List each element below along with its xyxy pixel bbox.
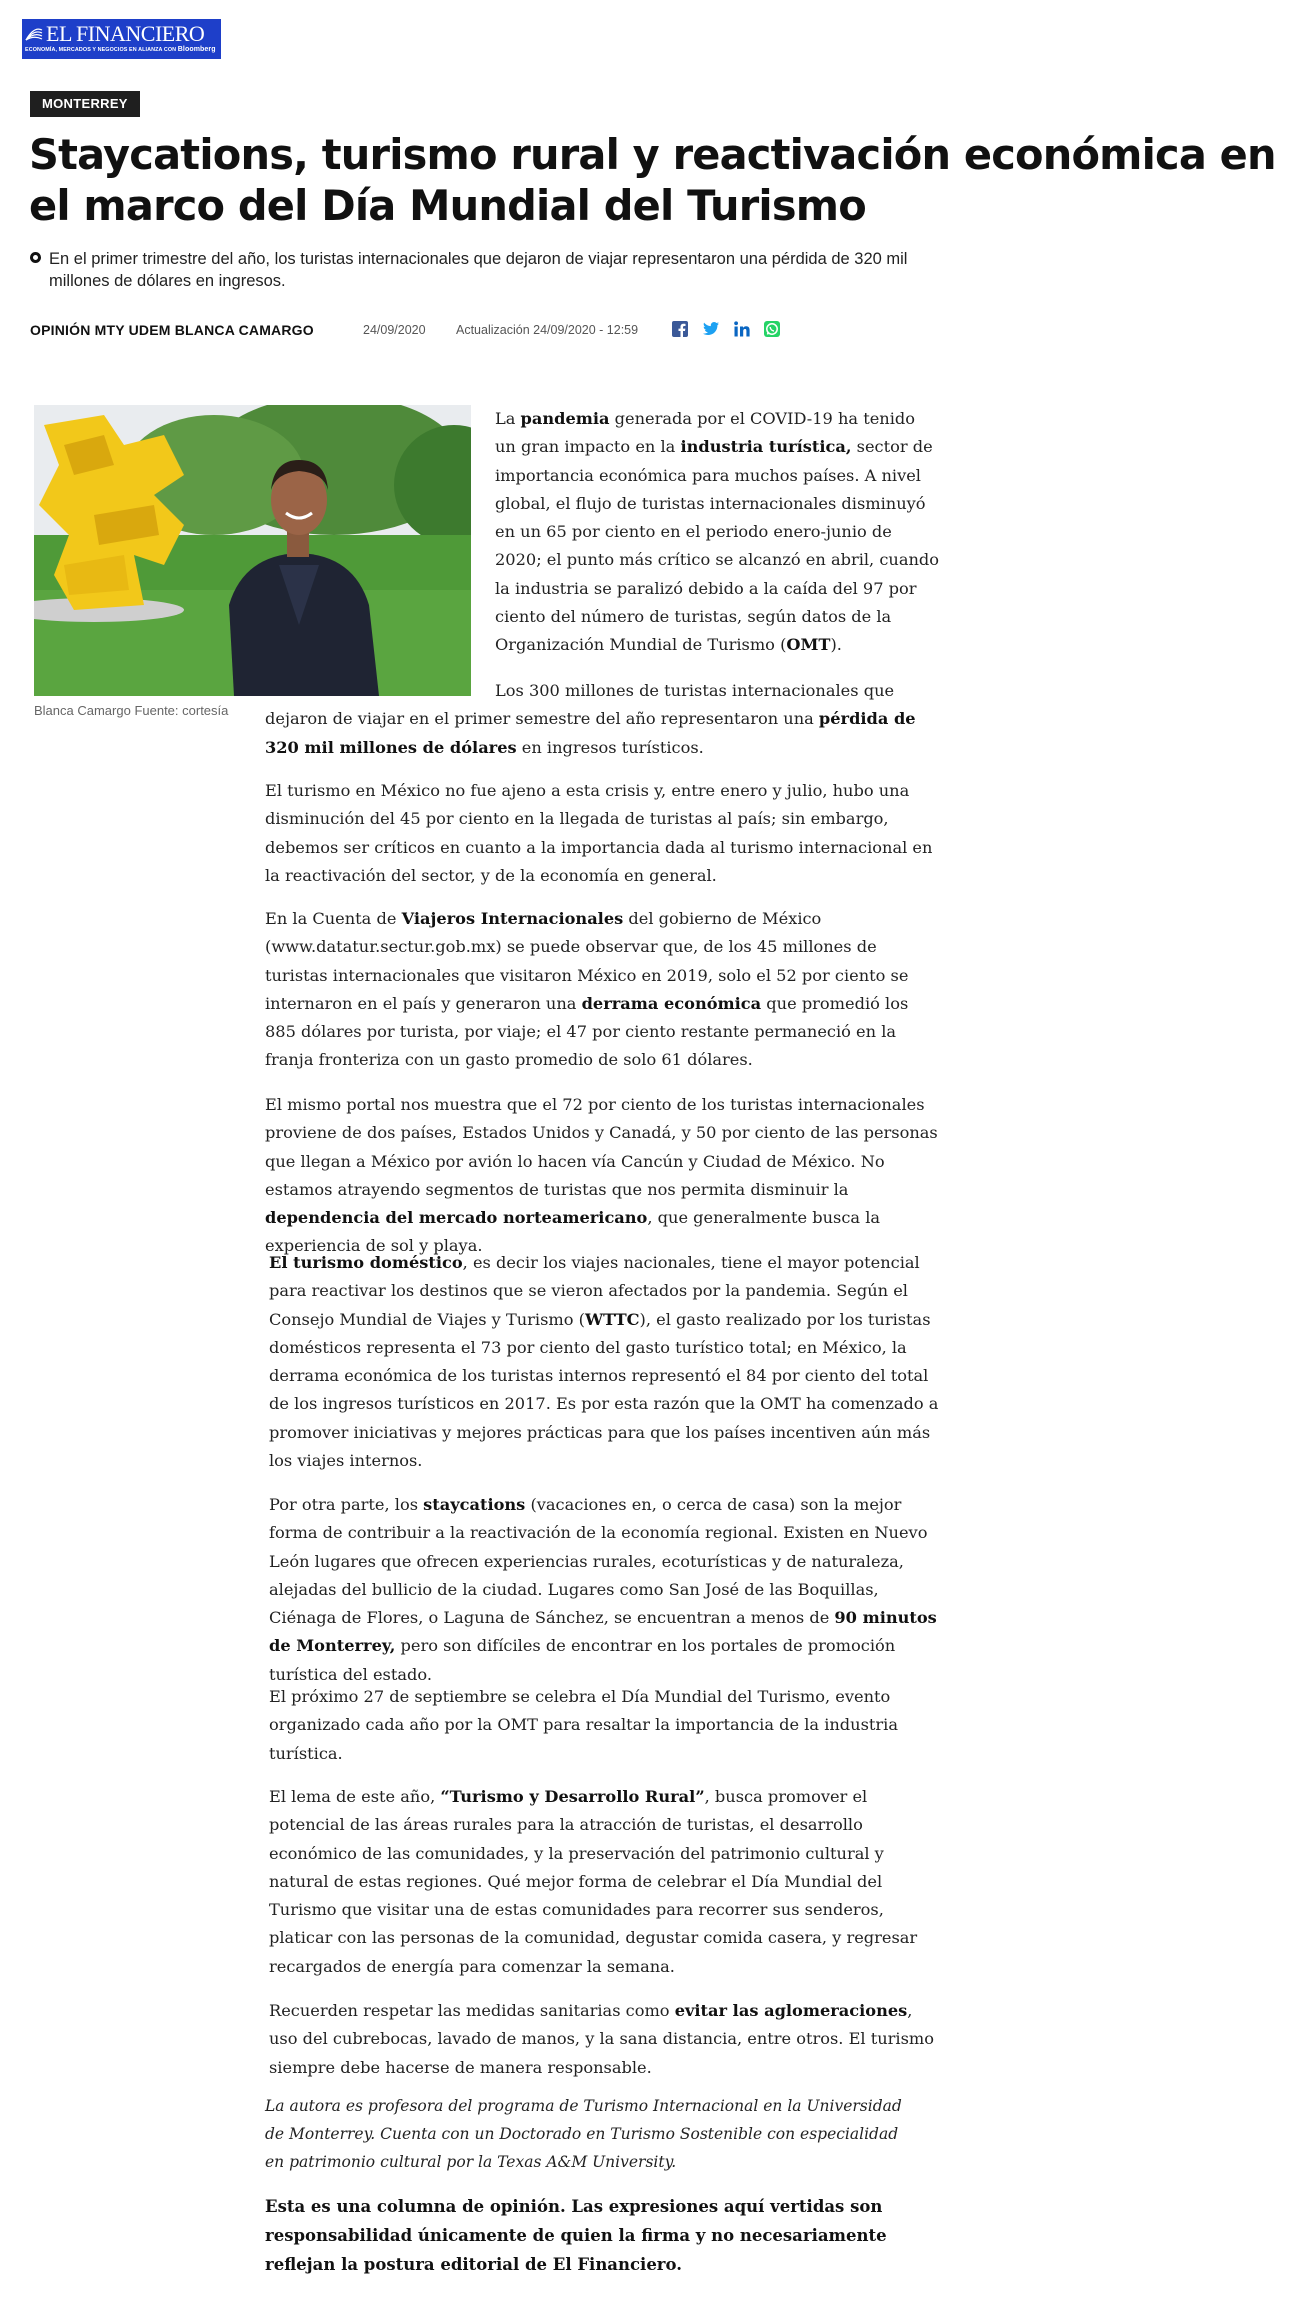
text-run: El turismo en México no fue ajeno a esta crisis y, entre enero y julio, hubo una disminución del 45 por ciento en la llegada de turistas al país; sin embargo, debemos ser críticos en cuanto a la importancia dada al turismo internacional en la reactivación del sector, y de la economía en general. bbox=[265, 781, 933, 885]
article-photo[interactable] bbox=[34, 405, 471, 696]
bold-phrase: evitar las aglomeraciones bbox=[674, 2001, 908, 2020]
text-run: Recuerden respetar las medidas sanitarias como bbox=[269, 2001, 675, 2020]
article-headline: Staycations, turismo rural y reactivación económica en el marco del Día Mundial del Turismo bbox=[29, 130, 1276, 230]
text-run: (vacaciones en, o cerca de casa) son la mejor forma de contribuir a la reactivación de la economía regional. Existen en Nuevo León lugares que ofrecen experiencias rurales, ecoturísticas y de naturaleza, alejadas del bullicio de la ciudad. Lugares como San José de las Boquillas, Ciénaga de Flores, o Laguna de Sánchez, se encuentran a menos de bbox=[269, 1495, 928, 1628]
whatsapp-icon[interactable] bbox=[763, 320, 781, 338]
paragraph-7 bbox=[269, 1491, 940, 1689]
bold-phrase: pandemia bbox=[520, 409, 610, 428]
paragraph-8 bbox=[269, 1683, 940, 1768]
text-run: que promedió los 885 dólares por turista, por viaje; el 47 por ciento restante permaneció en la franja fronteriza con un gasto promedio de solo 61 dólares. bbox=[265, 993, 909, 1070]
bold-phrase: staycations bbox=[423, 1495, 526, 1514]
text-run: Los 300 millones de turistas internacionales que dejaron de viajar en el primer semestre del año representaron una bbox=[265, 681, 895, 729]
bold-phrase: El turismo doméstico bbox=[269, 1253, 463, 1272]
text-run: en ingresos turísticos. bbox=[516, 737, 704, 757]
twitter-icon[interactable] bbox=[701, 320, 719, 338]
site-logo[interactable] bbox=[22, 19, 221, 59]
text-run: sector de importancia económica para muchos países. A nivel global, el flujo de turistas internacionales disminuyó en un 65 por ciento en el periodo enero-junio de 2020; el punto más crítico se alcanzó en abril, cuando la industria se paralizó debido a la caída del 97 por ciento del número de turistas, según datos de la Organización Mundial de Turismo ( bbox=[495, 437, 940, 655]
bold-phrase: WTTC bbox=[584, 1309, 640, 1329]
opinion-disclaimer: Esta es una columna de opinión. Las expresiones aquí vertidas son responsabilidad únicamente de quien la firma y no necesariamente reflejan la postura editorial de El Financiero. bbox=[265, 2197, 887, 2274]
author-name[interactable]: OPINIÓN MTY UDEM BLANCA CAMARGO bbox=[30, 322, 314, 338]
paragraph-4 bbox=[265, 905, 940, 1075]
section-tag[interactable]: MONTERREY bbox=[30, 91, 140, 117]
bold-phrase: industria turística, bbox=[680, 437, 852, 457]
photo-caption: Blanca Camargo Fuente: cortesía bbox=[34, 703, 229, 718]
publish-date: 24/09/2020 bbox=[363, 323, 426, 337]
facebook-icon[interactable] bbox=[671, 320, 689, 338]
text-run: ). bbox=[830, 635, 842, 655]
paragraph-10 bbox=[269, 1997, 940, 2082]
paragraph-5 bbox=[265, 1091, 940, 1261]
paragraph-6 bbox=[269, 1249, 940, 1475]
logo-tagline: ECONOMÍA, MERCADOS Y NEGOCIOS EN ALIANZA CON Bloomberg bbox=[25, 46, 216, 53]
paragraph-3 bbox=[265, 777, 940, 890]
bold-phrase: derrama económica bbox=[581, 993, 762, 1013]
linkedin-icon[interactable] bbox=[733, 320, 751, 338]
author-note: La autora es profesora del programa de Turismo Internacional en la Universidad de Monterrey. Cuenta con un Doctorado en Turismo Sostenible con especialidad en patrimonio cultural por la Texas A&M University. bbox=[265, 2097, 902, 2171]
bold-phrase: 90 minutos de Monterrey, bbox=[269, 1608, 937, 1656]
summary-text: En el primer trimestre del año, los turistas internacionales que dejaron de viajar representaron una pérdida de 320 mil millones de dólares en ingresos. bbox=[49, 250, 908, 290]
paragraph-1 bbox=[495, 405, 940, 660]
text-run: En la Cuenta de bbox=[265, 909, 402, 928]
bold-phrase: “Turismo y Desarrollo Rural” bbox=[440, 1787, 705, 1806]
update-date: Actualización 24/09/2020 - 12:59 bbox=[456, 323, 639, 337]
text-run: El mismo portal nos muestra que el 72 por ciento de los turistas internacionales proviene de dos países, Estados Unidos y Canadá, y 50 por ciento de las personas que llegan a México por avión lo hacen vía Cancún y Ciudad de México. No estamos atrayendo segmentos de turistas que nos permita disminuir la bbox=[265, 1095, 938, 1199]
bold-phrase: OMT bbox=[786, 635, 831, 655]
bold-phrase: pérdida de 320 mil millones de dólares bbox=[265, 709, 916, 757]
logo-lines-icon bbox=[25, 24, 43, 42]
paragraph-2 bbox=[265, 677, 940, 762]
text-run: del gobierno de México (www.datatur.sectur.gob.mx) se puede observar que, de los 45 millones de turistas internacionales que visitaron México en 2019, solo el 52 por ciento se internaron en el país y generaron una bbox=[265, 909, 909, 1013]
text-run: Por otra parte, los bbox=[269, 1495, 424, 1514]
summary-bullet-icon bbox=[30, 252, 41, 263]
text-run: generada por el COVID-19 ha tenido un gran impacto en la bbox=[495, 409, 916, 457]
text-run: , que generalmente busca la experiencia de sol y playa. bbox=[265, 1208, 881, 1256]
text-run: , uso del cubrebocas, lavado de manos, y la sana distancia, entre otros. El turismo siempre debe hacerse de manera responsable. bbox=[269, 2001, 934, 2077]
text-run: La bbox=[495, 409, 521, 428]
bold-phrase: Viajeros Internacionales bbox=[401, 909, 624, 928]
article-summary bbox=[30, 248, 940, 292]
paragraph-9 bbox=[269, 1783, 940, 1981]
text-run: pero son difíciles de encontrar en los portales de promoción turística del estado. bbox=[269, 1636, 896, 1684]
text-run: , es decir los viajes nacionales, tiene el mayor potencial para reactivar los destinos que se vieron afectados por la pandemia. Según el Consejo Mundial de Viajes y Turismo ( bbox=[269, 1253, 920, 1329]
text-run: El lema de este año, bbox=[269, 1787, 441, 1806]
bold-phrase: dependencia del mercado norteamericano bbox=[265, 1208, 648, 1228]
text-run: ), el gasto realizado por los turistas domésticos representa el 73 por ciento del gasto turístico total; en México, la derrama económica de los turistas internos representó el 84 por ciento del total de los ingresos turísticos en 2017. Es por esta razón que la OMT ha comenzado a promover iniciativas y mejores prácticas para que los países incentiven aún más los viajes internos. bbox=[269, 1309, 939, 1471]
text-run: , busca promover el potencial de las áreas rurales para la atracción de turistas, el desarrollo económico de las comunidades, y la preservación del patrimonio cultural y natural de estas regiones. Qué mejor forma de celebrar el Día Mundial del Turismo que visitar una de estas comunidades para recorrer sus senderos, platicar con las personas de la comunidad, degustar comida casera, y regresar recargados de energía para comenzar la semana. bbox=[269, 1787, 918, 1976]
logo-text: EL FINANCIERO bbox=[46, 21, 205, 46]
text-run: El próximo 27 de septiembre se celebra el Día Mundial del Turismo, evento organizado cada año por la OMT para resaltar la importancia de la industria turística. bbox=[269, 1687, 898, 1763]
